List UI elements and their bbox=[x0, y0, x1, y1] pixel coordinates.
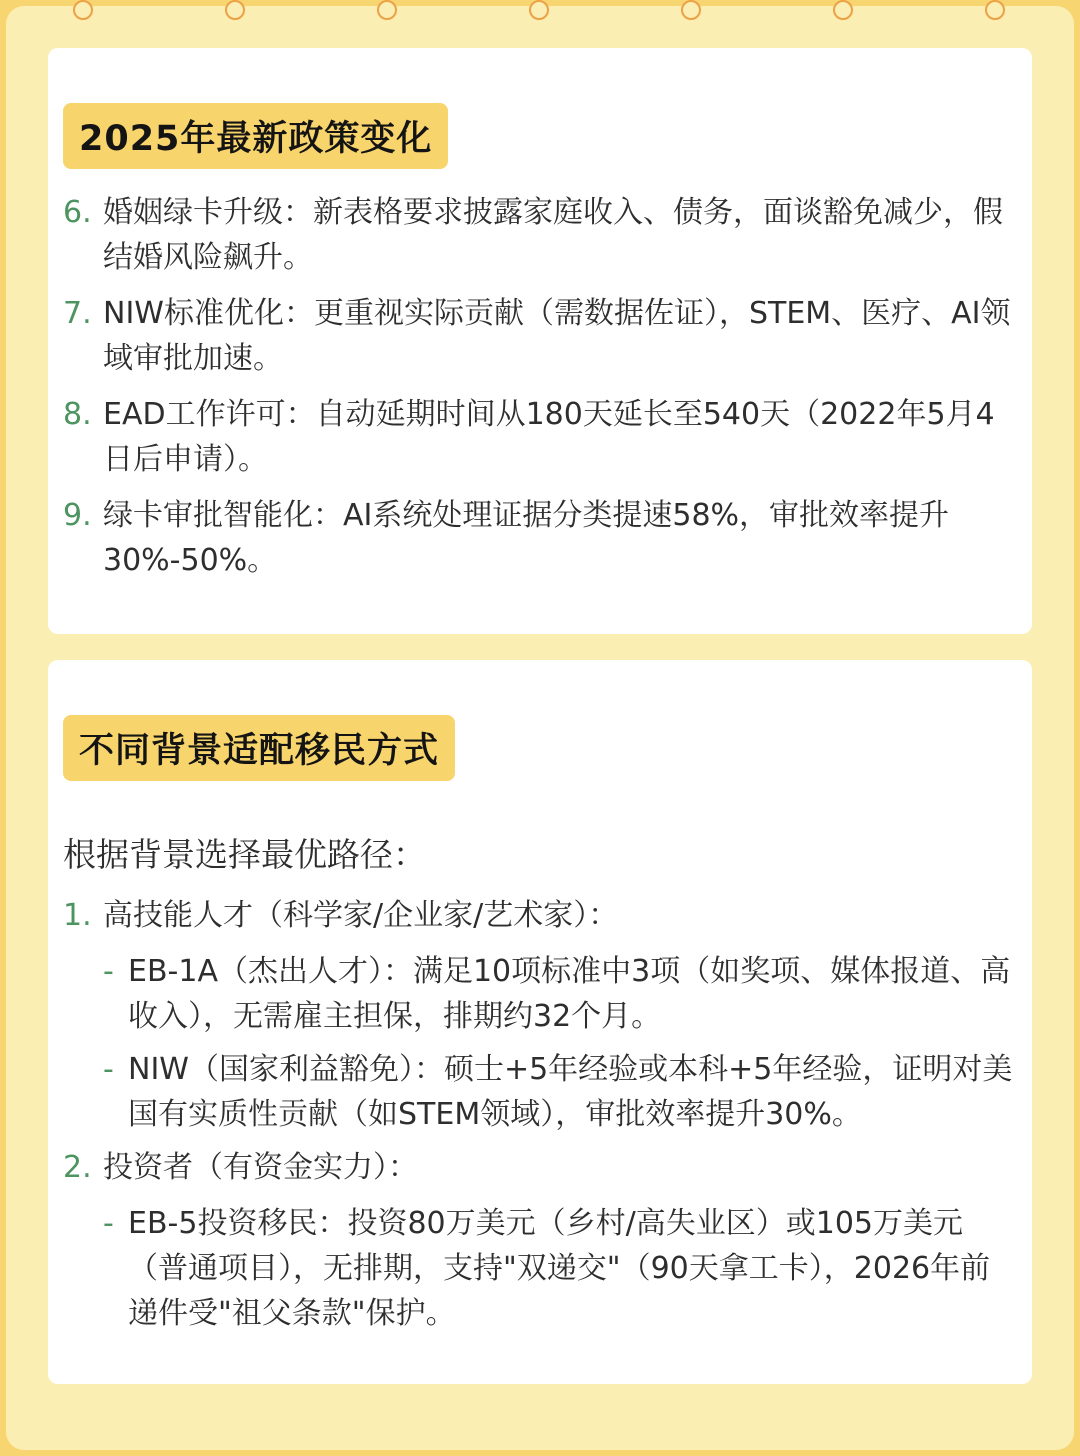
item-text: NIW标准优化：更重视实际贡献（需数据佐证），STEM、医疗、AI领域审批加速。 bbox=[103, 296, 1011, 376]
binder-ring-icon bbox=[529, 0, 549, 20]
sub-item bbox=[103, 949, 1018, 1039]
item-text: EAD工作许可：自动延期时间从180天延长至540天（2022年5月4日后申请）。 bbox=[103, 397, 995, 477]
binder-ring-icon bbox=[73, 0, 93, 20]
binder-ring-icon bbox=[225, 0, 245, 20]
sub-item-text: NIW（国家利益豁免）：硕士+5年经验或本科+5年经验，证明对美国有实质性贡献（如STEM领域），审批效率提升30%。 bbox=[128, 1052, 1013, 1132]
binder-ring-icon bbox=[985, 0, 1005, 20]
section-title: 2025年最新政策变化 bbox=[63, 103, 448, 169]
sub-item-text: EB-1A（杰出人才）：满足10项标准中3项（如奖项、媒体报道、高收入），无需雇主担保，排期约32个月。 bbox=[128, 954, 1011, 1034]
item-number: 9. bbox=[63, 498, 92, 533]
item-number: 2. bbox=[63, 1150, 92, 1185]
dash-bullet: - bbox=[103, 954, 114, 989]
list-item bbox=[63, 493, 1018, 583]
dash-bullet: - bbox=[103, 1052, 114, 1087]
list-item bbox=[63, 893, 1018, 938]
item-text: 投资者（有资金实力）： bbox=[103, 1150, 418, 1185]
binder-ring-icon bbox=[833, 0, 853, 20]
dash-bullet: - bbox=[103, 1206, 114, 1241]
item-number: 6. bbox=[63, 195, 92, 230]
item-number: 1. bbox=[63, 898, 92, 933]
item-text: 绿卡审批智能化：AI系统处理证据分类提速58%，审批效率提升30%-50%。 bbox=[103, 498, 950, 578]
section-title: 不同背景适配移民方式 bbox=[63, 715, 455, 781]
item-number: 7. bbox=[63, 296, 92, 331]
binder-ring-icon bbox=[377, 0, 397, 20]
binder-ring-icon bbox=[681, 0, 701, 20]
sub-item bbox=[103, 1047, 1018, 1137]
item-text: 婚姻绿卡升级：新表格要求披露家庭收入、债务，面谈豁免减少，假结婚风险飙升。 bbox=[103, 195, 1003, 275]
policy-changes-card bbox=[48, 48, 1032, 634]
sub-item bbox=[103, 1201, 1018, 1336]
policy-list bbox=[63, 190, 1018, 594]
list-item bbox=[63, 190, 1018, 280]
intro-text: 根据背景选择最优路径： bbox=[63, 835, 426, 874]
paths-list bbox=[63, 893, 1018, 1344]
item-number: 8. bbox=[63, 397, 92, 432]
item-text: 高技能人才（科学家/企业家/艺术家）： bbox=[103, 898, 619, 933]
immigration-paths-card bbox=[48, 660, 1032, 1384]
list-item bbox=[63, 1145, 1018, 1190]
list-item bbox=[63, 291, 1018, 381]
list-item bbox=[63, 392, 1018, 482]
sub-item-text: EB-5投资移民：投资80万美元（乡村/高失业区）或105万美元（普通项目），无排期，支持"双递交"（90天拿工卡），2026年前递件受"祖父条款"保护。 bbox=[128, 1206, 991, 1331]
